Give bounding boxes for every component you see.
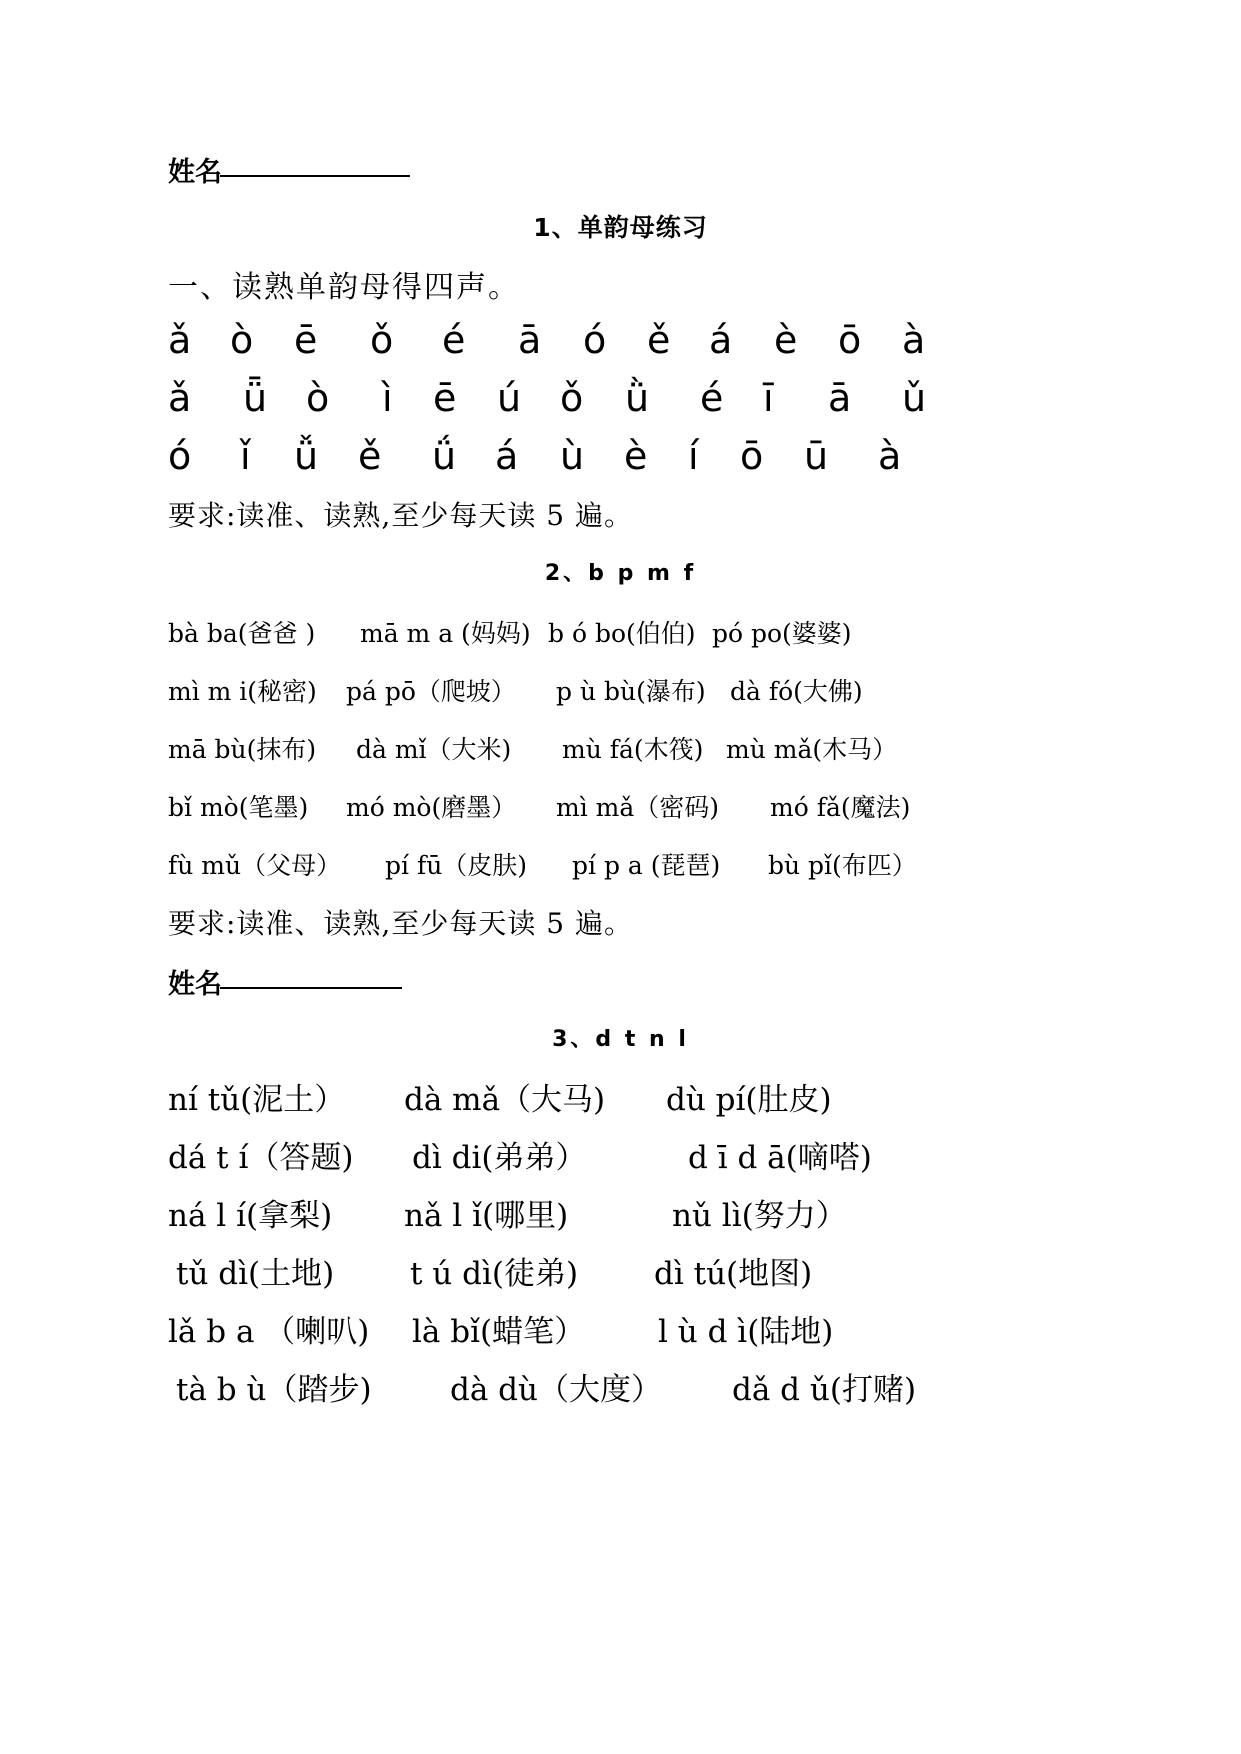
pinyin-word: b ó bo(伯伯) bbox=[548, 619, 696, 648]
pinyin-word: mì mǎ（密码) bbox=[556, 793, 720, 822]
vowel: è bbox=[624, 434, 648, 478]
vowel: ú bbox=[497, 376, 522, 420]
vowel: é bbox=[700, 376, 724, 420]
name-blank-line bbox=[220, 987, 402, 989]
pinyin-word: dà mǎ（大马) bbox=[404, 1082, 606, 1118]
pinyin-word: ná l í(拿梨) bbox=[168, 1198, 333, 1234]
pinyin-word: dǎ d ǔ(打赌) bbox=[732, 1372, 917, 1408]
vowel: à bbox=[878, 434, 902, 478]
pinyin-word: bǐ mò(笔墨) bbox=[168, 793, 309, 822]
vowel: á bbox=[709, 318, 733, 362]
vowel: ù bbox=[560, 434, 585, 478]
pinyin-word: mó mò(磨墨） bbox=[346, 793, 517, 822]
vowel-row-3 bbox=[0, 434, 1241, 484]
vowel: ō bbox=[838, 318, 862, 362]
vowel: ī bbox=[763, 376, 774, 420]
vowel: ē bbox=[433, 376, 457, 420]
pinyin-word: tǔ dì(土地) bbox=[176, 1256, 335, 1292]
pinyin-word: fù mǔ（父母） bbox=[168, 851, 342, 880]
pinyin-word: nǎ l ǐ(哪里) bbox=[404, 1198, 569, 1234]
vowel: ō bbox=[740, 434, 764, 478]
vowel-row-2 bbox=[0, 376, 1241, 426]
pinyin-word: mì m i(秘密) bbox=[168, 677, 317, 706]
vowel: ǖ bbox=[243, 376, 268, 420]
vowel: ǔ bbox=[902, 376, 927, 420]
pinyin-word: là bǐ(蜡笔） bbox=[412, 1314, 586, 1350]
pinyin-word: ní tǔ(泥土） bbox=[168, 1082, 346, 1118]
section-title-bpmf: 2、b p m f bbox=[544, 561, 697, 586]
name-label: 姓名 bbox=[168, 157, 222, 188]
pinyin-word: pí p a (琵琶) bbox=[572, 851, 721, 880]
pinyin-word: mā bù(抹布) bbox=[168, 735, 317, 764]
pinyin-word: bà ba(爸爸 ) bbox=[168, 619, 316, 648]
vowel: ò bbox=[230, 318, 254, 362]
pinyin-word: pá pō（爬坡） bbox=[346, 677, 516, 706]
vowel: ǘ bbox=[432, 434, 457, 478]
vowel: à bbox=[902, 318, 926, 362]
vowel: ā bbox=[518, 318, 542, 362]
vowel: ó bbox=[168, 434, 192, 478]
vowel: ǒ bbox=[370, 318, 394, 362]
pinyin-word: t ú dì(徒弟) bbox=[410, 1256, 579, 1292]
vowel: ě bbox=[358, 434, 382, 478]
name-label: 姓名 bbox=[168, 969, 222, 1000]
pinyin-word: l ù d ì(陆地) bbox=[658, 1314, 834, 1350]
pinyin-word: dì di(弟弟） bbox=[412, 1140, 587, 1176]
pinyin-word: mù fá(木筏) bbox=[562, 735, 704, 764]
vowel: ū bbox=[804, 434, 829, 478]
pinyin-word: dì tú(地图) bbox=[654, 1256, 813, 1292]
requirement-text: 要求:读准、读熟,至少每天读 5 遍。 bbox=[168, 499, 633, 532]
pinyin-word: p ù bù(瀑布) bbox=[556, 677, 706, 706]
pinyin-word: nǔ lì(努力） bbox=[672, 1198, 847, 1234]
vowel: ǐ bbox=[240, 434, 251, 478]
pinyin-word: mù mǎ(木马） bbox=[726, 735, 898, 764]
pinyin-word: tà b ù（踏步) bbox=[176, 1372, 372, 1408]
vowel-row-1 bbox=[0, 318, 1241, 368]
vowel: ǒ bbox=[560, 376, 584, 420]
pinyin-word: dá t í（答题) bbox=[168, 1140, 354, 1176]
vowel: í bbox=[688, 434, 699, 478]
pinyin-word: dà dù（大度） bbox=[450, 1372, 662, 1408]
pinyin-word: dù pí(肚皮) bbox=[666, 1082, 832, 1118]
vowel: é bbox=[442, 318, 466, 362]
pinyin-word: dà mǐ（大米) bbox=[356, 735, 512, 764]
vowel: ē bbox=[294, 318, 318, 362]
requirement-text: 要求:读准、读熟,至少每天读 5 遍。 bbox=[168, 907, 633, 940]
vowel: ò bbox=[306, 376, 330, 420]
vowel: ǚ bbox=[294, 434, 319, 478]
pinyin-word: d ī d ā(嘀嗒) bbox=[688, 1140, 872, 1176]
vowel: á bbox=[495, 434, 519, 478]
instruction-text: 一、读熟单韵母得四声。 bbox=[168, 270, 520, 305]
pinyin-word: pí fū（皮肤) bbox=[385, 851, 528, 880]
pinyin-word: pó po(婆婆) bbox=[712, 619, 852, 648]
vowel: ì bbox=[382, 376, 393, 420]
section-title-single-finals: 1、单韵母练习 bbox=[533, 213, 708, 242]
vowel: ā bbox=[828, 376, 852, 420]
vowel: ó bbox=[583, 318, 607, 362]
vowel: è bbox=[774, 318, 798, 362]
pinyin-word: bù pǐ(布匹） bbox=[768, 851, 917, 880]
pinyin-word: dà fó(大佛) bbox=[730, 677, 863, 706]
vowel: ě bbox=[647, 318, 671, 362]
pinyin-word: lǎ b a （喇叭) bbox=[168, 1314, 370, 1350]
vowel: ǜ bbox=[625, 376, 650, 420]
vowel: ǎ bbox=[168, 318, 192, 362]
pinyin-word: mó fǎ(魔法) bbox=[770, 793, 911, 822]
pinyin-word: mā m a (妈妈) bbox=[360, 619, 531, 648]
name-blank-line bbox=[220, 175, 410, 177]
section-title-dtnl: 3、d t n l bbox=[552, 1027, 689, 1052]
vowel: ǎ bbox=[168, 376, 192, 420]
